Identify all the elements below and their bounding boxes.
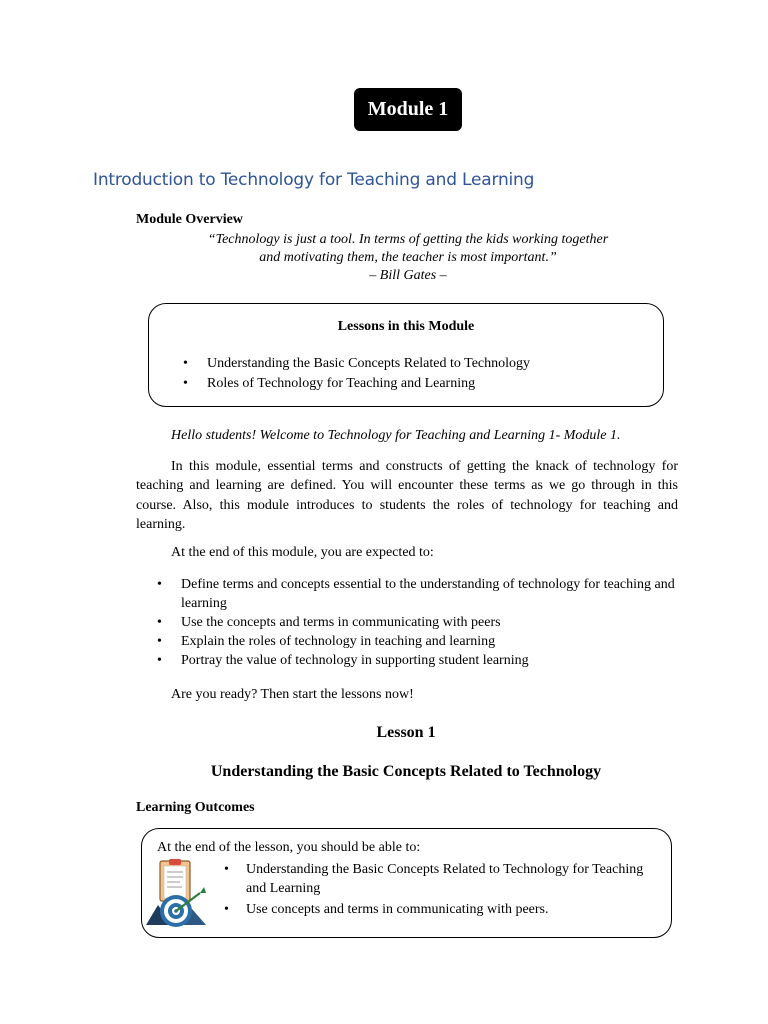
lesson-number-heading: Lesson 1 [376, 724, 436, 741]
quote-line-1: “Technology is just a tool. In terms of getting the kids working together [207, 232, 609, 247]
list-item-text: Understanding the Basic Concepts Related to Technology for Teaching and Learning [246, 862, 644, 896]
bullet-icon: • [224, 902, 229, 917]
bullet-icon: • [157, 577, 162, 592]
list-item-text: Portray the value of technology in supporting student learning [181, 653, 529, 668]
module-objectives-list [157, 575, 677, 670]
bullet-icon: • [157, 653, 162, 668]
list-item [157, 575, 677, 613]
list-item [183, 374, 530, 394]
learning-outcomes-box [141, 828, 672, 938]
overview-quote [160, 231, 656, 285]
greeting-text: Hello students! Welcome to Technology for Teaching and Learning 1- Module 1. [171, 428, 621, 443]
list-item [224, 860, 644, 898]
lessons-box-title: Lessons in this Module [337, 319, 475, 334]
list-item-text: Explain the roles of technology in teaching and learning [181, 634, 496, 649]
list-item-text: Understanding the Basic Concepts Related to Technology [207, 356, 531, 371]
bullet-icon: • [157, 615, 162, 630]
module-badge [354, 88, 462, 131]
quote-line-2: and motivating them, the teacher is most important.” [259, 250, 557, 265]
list-item [157, 632, 677, 651]
document-title: Introduction to Technology for Teaching and Learning [93, 170, 535, 190]
list-item [157, 651, 677, 670]
bullet-icon: • [183, 356, 188, 371]
lesson-title-heading: Understanding the Basic Concepts Related to Technology [210, 763, 602, 780]
list-item [224, 900, 644, 919]
learning-outcomes-heading: Learning Outcomes [136, 800, 255, 815]
list-item-text: Roles of Technology for Teaching and Learning [207, 376, 476, 391]
list-item [157, 613, 677, 632]
expected-intro: At the end of this module, you are expected to: [171, 545, 434, 560]
learning-outcomes-list [224, 860, 644, 919]
bullet-icon: • [224, 862, 229, 877]
lessons-in-module-box [148, 303, 664, 407]
lessons-list [183, 354, 530, 394]
intro-paragraph: In this module, essential terms and constructs of getting the knack of technology for teaching and learning are defined. You will encounter these terms as we go through in this course. Also, this module introduces to students the roles of technology for teaching and learning. [136, 459, 678, 533]
bullet-icon: • [157, 634, 162, 649]
clipboard-target-icon [146, 859, 210, 929]
bullet-icon: • [183, 376, 188, 391]
quote-attribution: – Bill Gates – [369, 268, 447, 283]
list-item [183, 354, 530, 374]
list-item-text: Define terms and concepts essential to the understanding of technology for teaching and learning [181, 577, 675, 611]
list-item-text: Use concepts and terms in communicating with peers. [246, 902, 549, 917]
ready-prompt: Are you ready? Then start the lessons now! [171, 687, 414, 702]
module-overview-heading: Module Overview [136, 212, 243, 227]
outcomes-intro: At the end of the lesson, you should be able to: [157, 840, 421, 855]
list-item-text: Use the concepts and terms in communicating with peers [181, 615, 501, 630]
module-badge-label: Module 1 [367, 98, 449, 120]
